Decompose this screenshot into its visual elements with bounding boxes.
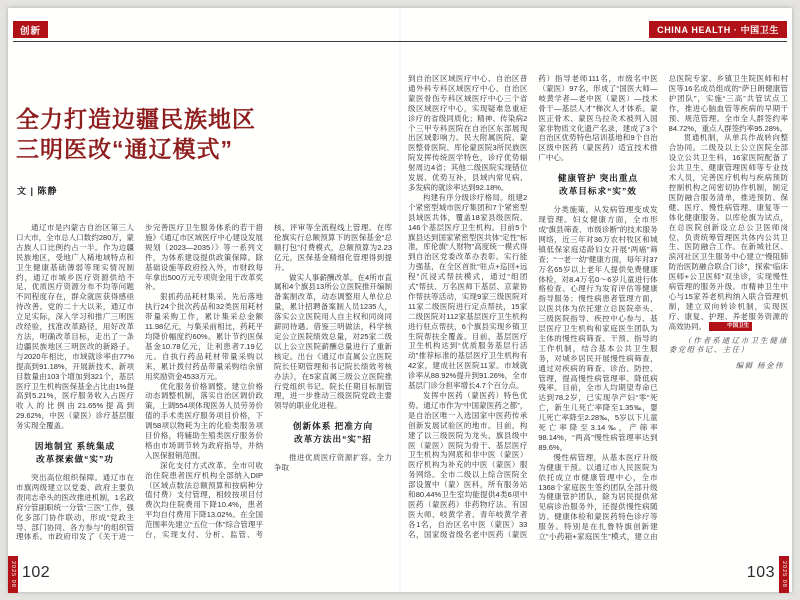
right-page-columns (408, 74, 788, 544)
body-paragraph: 做实人事薪酬改革。在4所市直属和4个旗县13所公立医院推开编制备案制改革，动态调整用人单位总量，累计招聘备案制人员1235人，落实公立医院用人自主权和同岗同薪同待遇。借鉴三明做法，科学核定公立医院绩效总量，对25家二级以上公立医院薪酬总量进行了重新核定。出台《通辽市直属公立医院院长任期管理和书记院长绩效考核办法》，在5家直属三级公立医院推行党组织书记、院长任期目标制管理，进一步推动三级医院党政主要领导的职业化进程。 (274, 272, 392, 411)
body-paragraph: 到自治区区域医疗中心、自治区普通外科专科区域医疗中心、自治区蒙医骨伤专科区域医疗中心三个省级区域医疗中心，实现疑难急重症诊疗的省级同质化；精神、传染病2个三甲专科医院在自治区东部展现出区域影响力。民大附属医院、蒙医整骨医院、库伦蒙医院3所民族医院发挥传统医学特色，诊疗优势辐射周边4省；其他二级医院实现错位发展、优势互补，县域内常见病、多发病的就诊率达到92.18%。 (408, 74, 528, 192)
article-byline: 文 | 陈静 (17, 186, 58, 196)
header-rule (13, 41, 787, 42)
section-subhead: 创新体系 把准方向 改革方法出“实”招 (292, 421, 374, 444)
page-number-left: 102 (22, 564, 51, 581)
body-paragraph: 发挥中医药（蒙医药）特色优势。通辽市作为“中国蒙医药之都”，是自治区唯一入选国家中医药传承创新发展试验区的地市。目前，构建了以三级医院为龙头、旗县级中医（蒙医）医院为骨干、基层医疗卫生机构为网底和非中医（蒙医）医疗机构为补充的中医（蒙医）服务网络。全市二级以上综合医院全部设置中（蒙）医科，所有服务站和80.44%卫生室均能提供4类6项中医药（蒙医药）非药物疗法。有国医大师、岐黄学者、青年岐黄学者各1名，自治区名中医（蒙医）33名，国家级省级名老中医药（蒙医药）指导老师111名，市级名中医（蒙医）97名，形成了“国医大师—岐黄学者—老中医（蒙医）—技术骨干—基层人才”梯次人才体系。蒙医正骨术、蒙医乌拉灸术被列入国家非物质文化遗产名录，建成了3个自治区优势特色培训基地和9个自治区级中医药（蒙医药）适宜技术推广中心。 (408, 74, 658, 539)
body-paragraph: 慢性病管理，从基本医疗升级为健康干预。以通辽市人民医院为依托成立市健康管理中心，全市1368个家庭医生签约团队全部升级为健康管护团队，除为居民提供常见病诊治服务外，还提供慢性病随访、健康体检和蒙医药特色诊疗等服务。特别是在扎鲁特旗创新建立“小药箱+家庭医生”模式，建立由总医院专家、乡镇卫生院医师和村医等16名成员组成的“萨日朗健康管护团队”，实施“三高”共管试点工作，推进心脑血管等疾病的早期干预、规范管理。全市全人群签约率84.72%，重点人群签约率95.28%。 (538, 74, 788, 542)
article-end-badge: 中国卫生 (709, 322, 752, 331)
section-subhead: 因地制宜 系统集成 改革探索做“实”功 (34, 441, 116, 464)
section-tab (13, 21, 48, 38)
body-paragraph: 构建有序分级诊疗格局。组建2个紧密型城市医疗集团和7个紧密型县域医共体，覆盖18家县级医院、146个基层医疗卫生机构。目前5个旗县达到国家紧密型医共体“定性”标准，库伦旗“人财物”高度统一模式得到自治区党委改革办表彰。实行能力强基，在全区首批“驻点+巡回+远程”沉浸式帮扶模式，通过“组团式”帮扶、万名医师下基层、京蒙协作帮扶等活动，实现9家三级医院对11家二级医院进行定点帮扶，15家二级医院对112家基层医疗卫生机构进行驻点帮扶，6个旗县实现乡镇卫生院帮扶全覆盖。目前，基层医疗卫生机构达到“优质服务基层行活动”推荐标准的基层医疗卫生机构有42家，建成社区医院11家。市域就诊率从88.92%提升到91.26%，全市基层门诊分担率增长4.7个百分点。 (408, 192, 528, 391)
section-tab-label: 创新 (20, 25, 42, 37)
page-gutter-divider (399, 8, 401, 592)
issue-spine-tab-right (779, 556, 789, 593)
body-paragraph: 贯通机制，从单兵作战转向整合协同。二级及以上公立医院全部设立公共卫生科，16家医院配备了公共卫生、健康管理医师等专业技术人员，完善医疗机构与疾病预防控制机构之间密切协作机制，制定医防融合服务清单，推进预防、保健、医疗、慢性病管理、康复等一体化健康服务。以库伦旗为试点，在总医院创新设立总公卫医师岗位，负责统筹管理医共体内公共卫生、医防融合工作。在新城社区、滨河社区卫生服务中心建立“慢阻肺防治医防融合联合门诊”，探索“临床医师+公卫医师”双坐诊，实现慢性病管理的服务升级。市精神卫生中心与15家养老机构纳入联合管理机制，建立双向转诊机制，实现医疗、康复、护理、养老服务资源的高效协同。 中国卫生 (668, 133, 788, 331)
body-paragraph: 狠抓药品耗材集采。先后落地执行24个批次药品和32类医用耗材带量采购工作，累计集采总金额11.98亿元，与集采前相比，药耗平均降价幅度约60%。累计节约医保基金10.78亿元，让利患者7.19亿元。自执行药品耗材带量采购以来，累计拨付药品带量采购结余留用奖励资金4533万元。 (145, 292, 263, 381)
section-subhead: 健康管护 突出重点 改革目标求“实”效 (557, 173, 639, 196)
masthead-label: CHINA HEALTH · 中国卫生 (657, 25, 779, 35)
body-paragraph: 通辽市是内蒙古自治区第三人口大市，全市总人口数约280万，蒙古族人口比例约占一半。作为边疆民族地区，受地广人稀地域特点和卫生健康基础薄弱等现实情况制约，通辽市城乡医疗资源供给不足、优质医疗资源分布不均等问题不同程度存在，群众就医获得感亟待改善。党的二十大以来，通辽市立足实际，深入学习和推广三明医改经验，找准改革路径，用好改革方法，明确改革目标，走出了一条边疆民族地区三明医改的新路子。与2020年相比，市域就诊率由77%提高到91.18%，开展新技术、新项目数量由103个增加到321个，基层医疗卫生机构医保基金占比由1%提高到5.21%，医疗服务收入占医疗收入的比例由21.65%提高到29.62%，中医（蒙医）诊疗基层服务实现全覆盖。 (16, 223, 134, 431)
article-title (16, 104, 316, 164)
editor-credit: 编辑 杨金伟 (735, 361, 784, 371)
body-paragraph: 深化支付方式改革。全市可收治住院患者医疗机构全部纳入DIP（区域点数法总额预算和按病种分值付费）支付管理，相较按项目付费次均住院费用下降10.4%，患者平均自付费用下降13.02%。在全国范围率先建立“五位一体”综合管理平台，实现支付、分析、监管、考核、评审等全流程线上管理。在库伦旗实行总额预算下的医保基金“总额打包”付费模式，总额预算为2.23亿元，医保基金精细化管理得到提升。 (145, 223, 392, 540)
body-paragraph: 突出高位组织保障。通辽市在市旗两级建立以党委、政府主要负责同志牵头的医改推进机制，1名政府分管副职统一分管“三医”工作，强化多部门协作联动，形成“党政主导、部门协同、各方参与”的组织管理体系。市政府印发了《关于进一步完善医疗卫生服务体系的若干措施》《通辽市区域医疗中心建设发展规划（2023—2035）》等一系列文件，为体系建设提供政策保障。除基础设施等政府投入外，市财政每年拿出500万元专项资金用于改革奖补。 (16, 223, 263, 542)
issue-spine-text-left: 2025 08 (10, 561, 16, 588)
author-note: （作者系通辽市卫生健康委党组书记、主任） (668, 335, 788, 355)
body-paragraph: 推进优质医疗资源扩容。全力争取 (274, 453, 392, 473)
body-paragraph: 分类施策，从发病管理变成发现管理。妇女健康方面，全市形成“旗县筛查、市级诊断”的技术服务网络，近三年对36万农村牧区和城镇低保家庭适龄妇女开展“两癌”筛查；“一老一幼”健康方面，每年对37万名65岁以上老年人提供免费健康体检，对8.4万名0～6岁儿童进行体格检查、心理行为发育评估等健康指导服务；慢性病患者管理方面，以医共体为依托建立总医院牵头、三级医院指导、疾控中心参与、基层医疗卫生机构和家庭医生团队为主体的慢性病筛查、干预、指导的工作机制，结合基本公共卫生服务，对城乡居民开展慢性病筛查，通过对疾病的筛查、诊治、防控、管理，提高慢性病管理率、降低病残率。目前，全市人均期望寿命已达到78.2岁，已实现孕产妇“零”死亡，新生儿死亡率降至1.35‰，婴儿死亡率降至2.28‰，5岁以下儿童死亡率降至3.14‰，产筛率98.14%，“两高”慢性病管理率达到89.6%。 (538, 205, 658, 452)
page-number-right: 103 (746, 564, 775, 581)
article-title-line2: 三明医改“通辽模式” (16, 136, 233, 162)
magazine-masthead-tab (649, 21, 787, 38)
left-page-columns (16, 223, 392, 545)
issue-spine-tab-left (8, 556, 18, 593)
body-paragraph: 优化服务价格调整。建立价格动态调整机制，落实自治区调价政策，上调554项体现医务人员劳务价值的手术类医疗服务项目价格，下调58项以物耗为主的化验类服务项目价格，将辅助生殖类医疗服务价格由市场调节转为政府指导，并纳入医保报销范围。 (145, 381, 263, 460)
issue-spine-text-right: 2025 08 (781, 561, 787, 588)
article-title-line1: 全力打造边疆民族地区 (16, 106, 256, 132)
